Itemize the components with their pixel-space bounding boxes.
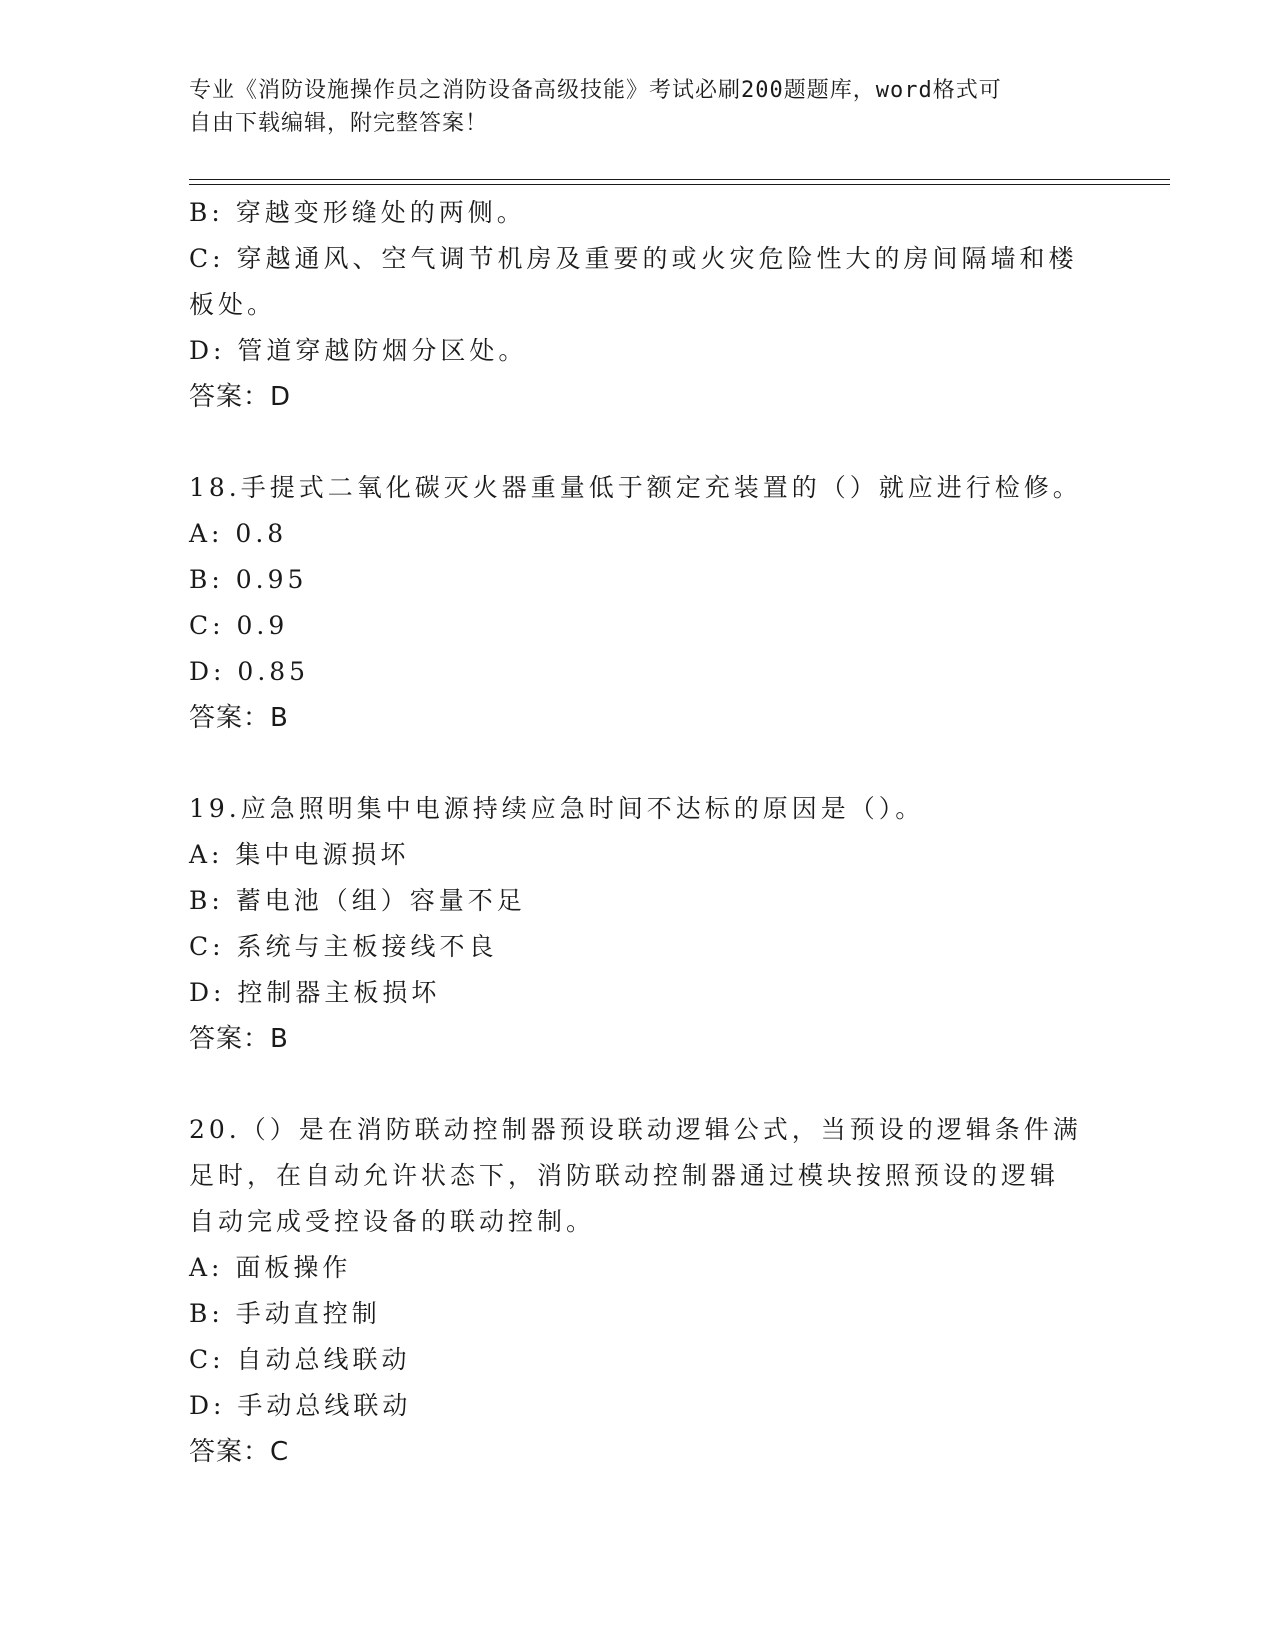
answer: 答案：B	[189, 1024, 289, 1054]
header-line-1: 专业《消防设施操作员之消防设备高级技能》考试必刷200题题库，word格式可	[189, 78, 1002, 103]
option-c: C: 0.9	[189, 611, 289, 640]
option-d: D: 管道穿越防烟分区处。	[189, 336, 528, 365]
question-17-tail	[189, 190, 1089, 420]
option-d: D: 手动总线联动	[189, 1391, 412, 1420]
question-text-line-1: 20.（）是在消防联动控制器预设联动逻辑公式，当预设的逻辑条件满	[189, 1115, 1082, 1144]
option-d: D: 控制器主板损坏	[189, 978, 441, 1007]
option-c: C: 系统与主板接线不良	[189, 932, 498, 961]
question-text-line-2: 足时，在自动允许状态下，消防联动控制器通过模块按照预设的逻辑	[189, 1161, 1060, 1190]
option-b: B: 0.95	[189, 565, 308, 594]
option-c-line-2: 板处。	[189, 290, 277, 319]
question-text: 19.应急照明集中电源持续应急时间不达标的原因是（）。	[189, 794, 925, 823]
header-divider-top	[189, 179, 1170, 180]
question-list	[189, 190, 1089, 1475]
option-b: B: 穿越变形缝处的两侧。	[189, 198, 526, 227]
option-c: C: 自动总线联动	[189, 1345, 411, 1374]
option-c-line-1: C: 穿越通风、空气调节机房及重要的或火灾危险性大的房间隔墙和楼	[189, 244, 1078, 273]
option-b: B: 蓄电池（组）容量不足	[189, 886, 526, 915]
option-a: A: 0.8	[189, 519, 288, 548]
option-d: D: 0.85	[189, 657, 310, 686]
option-a: A: 面板操作	[189, 1253, 352, 1282]
question-18	[189, 465, 1089, 741]
option-a: A: 集中电源损坏	[189, 840, 410, 869]
option-b: B: 手动直控制	[189, 1299, 381, 1328]
answer: 答案：D	[189, 382, 292, 412]
document-header	[189, 74, 1069, 140]
header-line-2: 自由下载编辑，附完整答案！	[189, 111, 489, 136]
question-text-line-3: 自动完成受控设备的联动控制。	[189, 1207, 596, 1236]
header-divider-bottom	[189, 184, 1170, 185]
answer: 答案：B	[189, 703, 289, 733]
question-19	[189, 786, 1089, 1062]
question-text: 18.手提式二氧化碳灭火器重量低于额定充装置的（）就应进行检修。	[189, 473, 1082, 502]
question-20	[189, 1107, 1089, 1475]
answer: 答案：C	[189, 1437, 290, 1467]
